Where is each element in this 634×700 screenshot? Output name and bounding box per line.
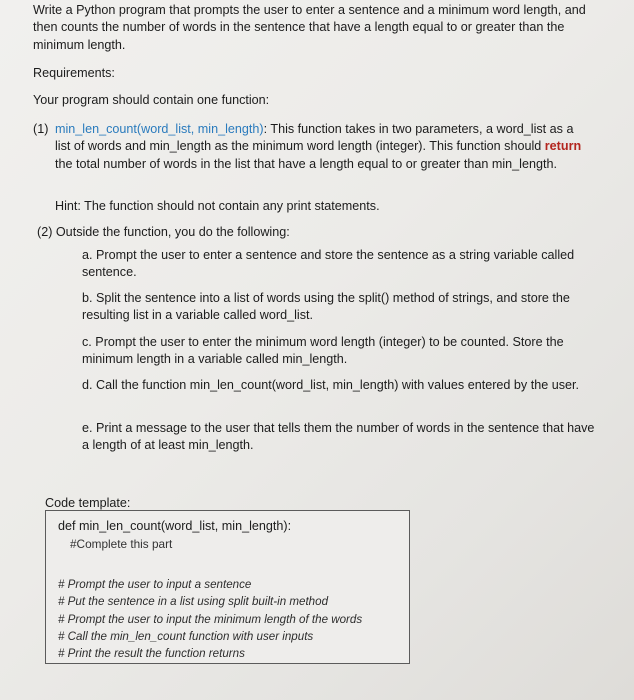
code-def-line: def min_len_count(word_list, min_length): — [58, 519, 292, 533]
code-comment-line: # Print the result the function returns — [58, 647, 245, 661]
code-comment-line: # Prompt the user to input a sentence — [58, 578, 252, 591]
item-1-body — [55, 121, 590, 173]
step-a: a. Prompt the user to enter a sentence and store the sentence as a string variable called sentence. — [82, 248, 575, 280]
code-comment-line: # Put the sentence in a list using split built-in method — [58, 595, 329, 609]
item-1-text-b: the total number of words in the list that have a length equal to or greater than min_length. — [55, 156, 557, 171]
requirements-heading: Requirements: — [33, 66, 115, 80]
intro-paragraph: Write a Python program that prompts the user to enter a sentence and a minimum word length, and then counts the number of words in the sentence that have a length equal to or greater than the minimum length. — [33, 3, 586, 52]
code-comment-line: # Prompt the user to input the minimum length of the words — [58, 612, 363, 626]
code-template-box — [45, 510, 410, 664]
hint-text: Hint: The function should not contain any print statements. — [55, 199, 380, 213]
code-template-label: Code template: — [45, 496, 131, 510]
code-comment-line: # Call the min_len_count function with user inputs — [58, 629, 314, 643]
step-e: e. Print a message to the user that tells them the number of words in the sentence that have a length of at least min_length. — [82, 421, 595, 453]
item-1-text-a: : This function takes in two parameters, a word_list as a list of words and min_length as the minimum word length (integer). This function should — [55, 122, 574, 154]
code-comment-list — [58, 576, 362, 662]
step-b: b. Split the sentence into a list of words using the split() method of strings, and store the resulting list in a variable called word_list. — [82, 291, 570, 323]
item-1-number: (1) — [33, 122, 49, 136]
return-keyword: return — [544, 139, 582, 154]
step-c: c. Prompt the user to enter the minimum word length (integer) to be counted. Store the minimum length in a variable called min_length. — [82, 335, 564, 367]
function-name: min_len_count(word_list, min_length) — [55, 122, 264, 136]
step-d: d. Call the function min_len_count(word_list, min_length) with values entered by the user. — [82, 378, 580, 392]
requirement-item-2: (2) Outside the function, you do the following: — [37, 225, 290, 239]
one-function-statement: Your program should contain one function: — [33, 93, 270, 107]
code-complete-comment: #Complete this part — [70, 537, 173, 551]
